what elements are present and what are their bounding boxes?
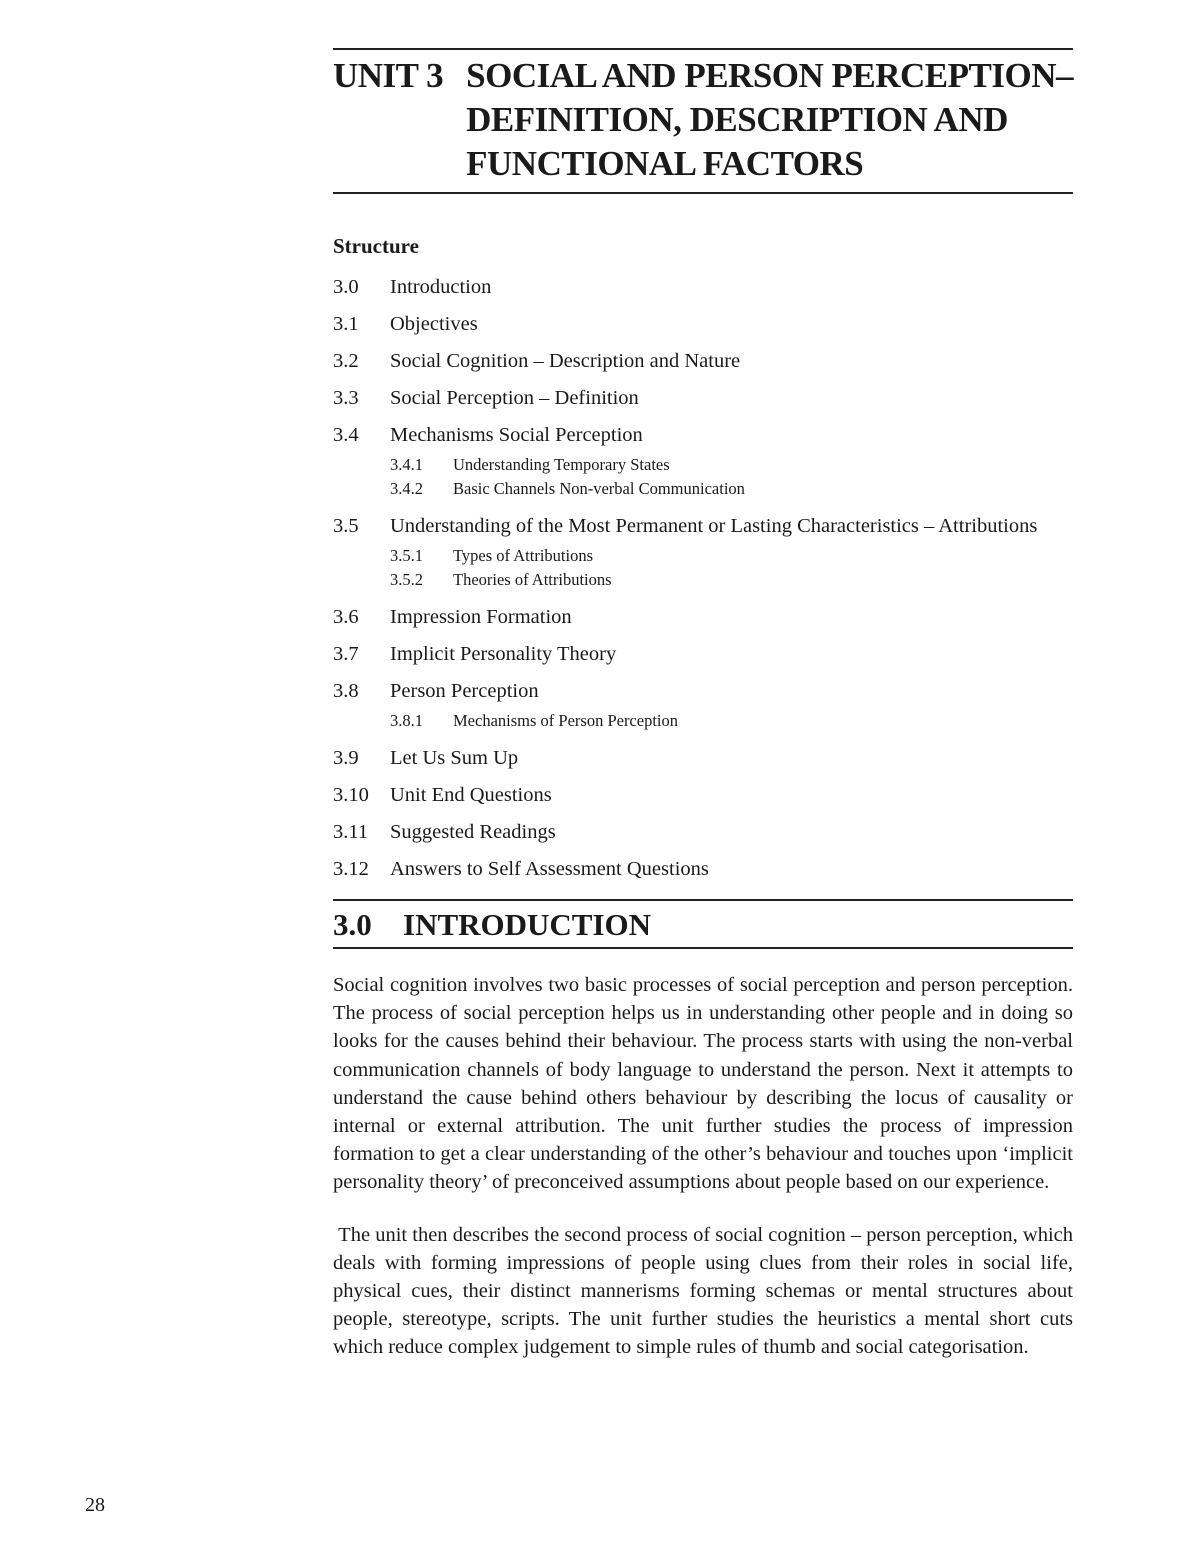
section-heading-row xyxy=(333,901,1073,947)
toc-sub-number: 3.8.1 xyxy=(390,711,423,730)
toc-text: Unit End Questions xyxy=(390,784,552,806)
unit-title-line-3: FUNCTIONAL FACTORS xyxy=(466,144,864,183)
toc-number: 3.5 xyxy=(333,515,359,537)
structure-list xyxy=(333,273,1073,883)
toc-item xyxy=(333,421,1073,449)
toc-sub-number: 3.4.1 xyxy=(390,455,423,474)
unit-header xyxy=(333,50,1073,192)
page-number: 28 xyxy=(85,1494,105,1516)
toc-number: 3.1 xyxy=(333,313,359,335)
toc-text: Person Perception xyxy=(390,680,539,702)
toc-sub-text: Theories of Attributions xyxy=(453,570,612,589)
toc-item xyxy=(333,273,1073,301)
toc-sub-text: Types of Attributions xyxy=(453,546,594,565)
toc-text: Objectives xyxy=(390,313,478,335)
toc-sub-text: Basic Channels Non-verbal Communication xyxy=(453,479,745,498)
toc-number: 3.8 xyxy=(333,680,359,702)
toc-subitem xyxy=(390,454,1073,476)
toc-text: Answers to Self Assessment Questions xyxy=(390,858,709,880)
toc-number: 3.9 xyxy=(333,747,359,769)
section-bottom-rule xyxy=(333,947,1073,949)
toc-text: Social Perception – Definition xyxy=(390,387,639,409)
section-heading xyxy=(333,899,1073,949)
toc-item xyxy=(333,855,1073,883)
toc-text: Let Us Sum Up xyxy=(390,747,519,769)
toc-item xyxy=(333,347,1073,375)
toc-item xyxy=(333,781,1073,809)
toc-number: 3.4 xyxy=(333,424,359,446)
intro-paragraph-2: The unit then describes the second process of social cognition – person perception, which deals with forming impressions of people using clues from their roles in social life, physical cues, their distinct mannerisms forming schemas or mental structures about people, stereotype, scripts. The unit further studies the heuristics a mental short cuts which reduce complex judgement to simple rules of thumb and social categorisation. xyxy=(333,1223,1079,1359)
toc-sub-text: Mechanisms of Person Perception xyxy=(453,711,678,730)
toc-subitem xyxy=(390,710,1073,732)
toc-text: Introduction xyxy=(390,276,492,298)
toc-item xyxy=(333,818,1073,846)
unit-title-line-2: DEFINITION, DESCRIPTION AND xyxy=(466,100,1008,139)
unit-title-line-1: SOCIAL AND PERSON PERCEPTION– xyxy=(466,56,1073,95)
toc-number: 3.0 xyxy=(333,276,359,298)
toc-text: Understanding of the Most Permanent or Lasting Characteristics – Attributions xyxy=(390,515,1038,537)
toc-number: 3.7 xyxy=(333,643,359,665)
toc-item xyxy=(333,384,1073,412)
header-bottom-rule xyxy=(333,192,1073,194)
unit-title xyxy=(466,54,1073,186)
document-page xyxy=(333,48,1079,1362)
toc-sub-text: Understanding Temporary States xyxy=(453,455,670,474)
toc-text: Mechanisms Social Perception xyxy=(390,424,643,446)
toc-text: Social Cognition – Description and Nature xyxy=(390,350,741,372)
section-number: 3.0 xyxy=(333,907,372,942)
toc-item xyxy=(333,677,1073,705)
toc-item xyxy=(333,512,1073,540)
toc-number: 3.6 xyxy=(333,606,359,628)
toc-sub-number: 3.5.2 xyxy=(390,570,423,589)
section-title: INTRODUCTION xyxy=(403,907,652,942)
toc-subitem xyxy=(390,545,1073,567)
toc-sub-number: 3.4.2 xyxy=(390,479,423,498)
toc-subitem xyxy=(390,569,1073,591)
toc-text: Implicit Personality Theory xyxy=(390,643,617,665)
toc-number: 3.3 xyxy=(333,387,359,409)
toc-sub-number: 3.5.1 xyxy=(390,546,423,565)
toc-item xyxy=(333,310,1073,338)
toc-text: Impression Formation xyxy=(390,606,572,628)
toc-text: Suggested Readings xyxy=(390,821,556,843)
toc-item xyxy=(333,640,1073,668)
unit-label: UNIT 3 xyxy=(333,56,444,95)
toc-number: 3.11 xyxy=(333,821,369,843)
toc-number: 3.2 xyxy=(333,350,359,372)
toc-subitem xyxy=(390,478,1073,500)
toc-item xyxy=(333,744,1073,772)
toc-number: 3.12 xyxy=(333,858,369,880)
structure-heading: Structure xyxy=(333,234,419,258)
intro-paragraph-1: Social cognition involves two basic processes of social perception and person perception. The process of social perception helps us in understanding other people and in doing so looks for the causes behind their behaviour. The process starts with using the non-verbal communication channels of body language to understand the person. Next it attempts to understand the cause behind others behaviour by describing the locus of causality or internal or external attribution. The unit further studies the process of impression formation to get a clear understanding of the other’s behaviour and touches upon ‘implicit personality theory’ of preconceived assumptions about people based on our experience. xyxy=(333,974,1073,1194)
toc-item xyxy=(333,603,1073,631)
toc-number: 3.10 xyxy=(333,784,369,806)
